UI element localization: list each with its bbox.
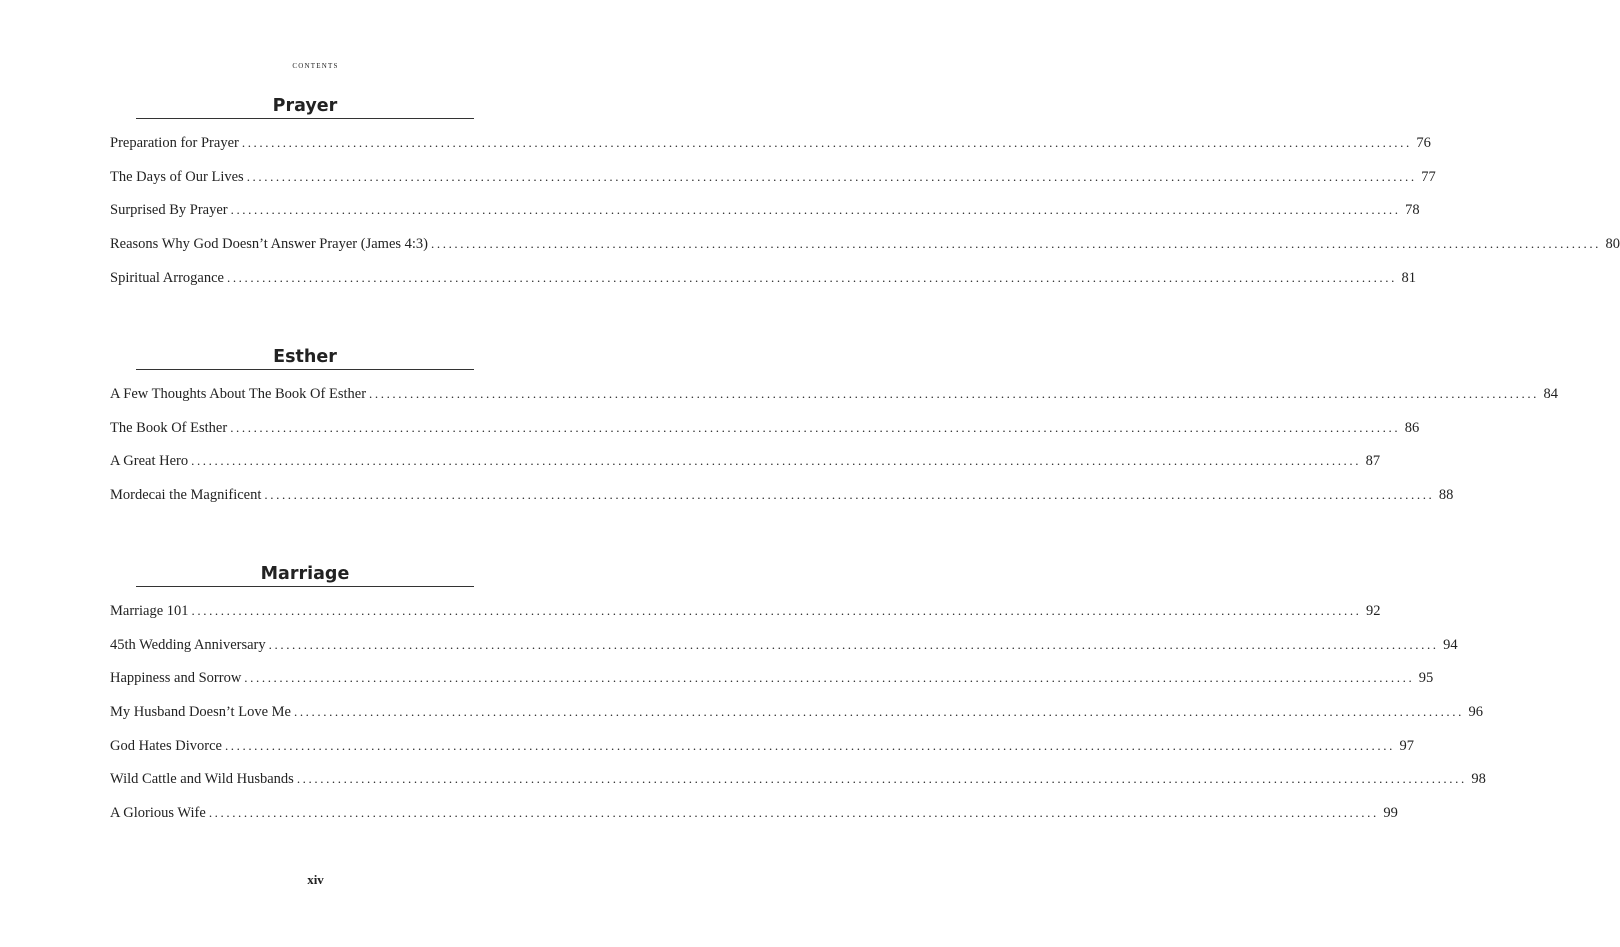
toc-entry[interactable] [110,236,1620,270]
toc-entry[interactable] [110,603,1381,637]
entry-label: Reasons Why God Doesn’t Answer Prayer (James 4:3) [110,236,429,253]
entry-page: 87 [1365,453,1381,470]
toc-entry[interactable] [110,636,1458,671]
toc-entry[interactable] [110,202,1420,236]
section-title: Prayer [136,96,474,119]
entry-page: 81 [1401,269,1416,286]
dot-leader: ........................................................................................................................................................................................................ [244,670,1415,686]
entry-label: The Book Of Esther [110,419,228,436]
entry-page: 97 [1399,737,1414,754]
entry-label: My Husband Doesn’t Love Me [110,704,291,721]
dot-leader: ........................................................................................................................................................................................................ [369,386,1540,401]
running-head: contents [292,60,339,71]
page-number: xiv [307,872,324,887]
entry-page: 77 [1421,168,1436,185]
entry-label: A Few Thoughts About The Book Of Esther [110,386,367,402]
entry-page: 98 [1471,771,1486,788]
section-title: Esther [136,347,474,370]
entry-page: 96 [1468,704,1483,721]
entry-page: 78 [1405,202,1420,219]
entry-label: God Hates Divorce [110,737,222,754]
entry-label: Spiritual Arrogance [110,269,224,286]
entry-page: 99 [1383,805,1398,822]
dot-leader: ........................................................................................................................................................................................................ [226,269,1397,285]
toc-entry[interactable] [110,135,1431,169]
entry-page: 92 [1366,603,1381,619]
entry-label: Happiness and Sorrow [110,670,242,687]
dot-leader: ........................................................................................................................................................................................................ [246,168,1417,184]
section-title: Marriage [136,564,474,587]
toc-entry[interactable] [110,805,1398,839]
entry-page: 94 [1443,636,1458,653]
entry-page: 86 [1404,419,1420,436]
toc-entry[interactable] [110,771,1486,805]
entry-label: Surprised By Prayer [110,202,228,219]
dot-leader: ........................................................................................................................................................................................................ [264,487,1435,503]
dot-leader: ........................................................................................................................................................................................................ [224,737,1395,753]
entry-page: 80 [1605,236,1620,253]
entry-page: 76 [1416,135,1431,151]
dot-leader: ........................................................................................................................................................................................................ [431,236,1602,252]
entry-page: 88 [1438,487,1454,504]
entry-label: 45th Wedding Anniversary [110,636,266,653]
entry-label: The Days of Our Lives [110,168,244,185]
entry-label: A Great Hero [110,453,189,470]
toc-entry[interactable] [110,704,1483,738]
toc-entry[interactable] [110,487,1454,521]
dot-leader: ........................................................................................................................................................................................................ [230,419,1401,435]
dot-leader: ........................................................................................................................................................................................................ [296,771,1467,787]
entry-label: Marriage 101 [110,603,189,619]
dot-leader: ........................................................................................................................................................................................................ [268,636,1439,652]
section-prayer [110,96,1620,303]
entry-label: Mordecai the Magnificent [110,487,262,504]
toc-entry[interactable] [110,386,1559,420]
section-marriage [110,564,1486,839]
toc-entry[interactable] [110,419,1420,454]
dot-leader: ........................................................................................................................................................................................................ [293,704,1464,720]
dot-leader: ........................................................................................................................................................................................................ [191,603,1362,618]
toc-entry[interactable] [110,670,1434,704]
section-esther [110,347,1559,521]
entry-page: 95 [1418,670,1434,687]
dot-leader: ........................................................................................................................................................................................................ [191,453,1362,469]
dot-leader: ........................................................................................................................................................................................................ [241,135,1412,150]
toc-entry[interactable] [110,737,1414,772]
entry-page: 84 [1543,386,1559,402]
entry-label: Preparation for Prayer [110,135,239,151]
toc-entry[interactable] [110,453,1381,487]
entry-label: Wild Cattle and Wild Husbands [110,771,294,788]
entry-label: A Glorious Wife [110,805,206,822]
dot-leader: ........................................................................................................................................................................................................ [208,805,1379,821]
toc-entry[interactable] [110,168,1436,203]
dot-leader: ........................................................................................................................................................................................................ [230,202,1401,218]
toc-entry[interactable] [110,269,1416,304]
